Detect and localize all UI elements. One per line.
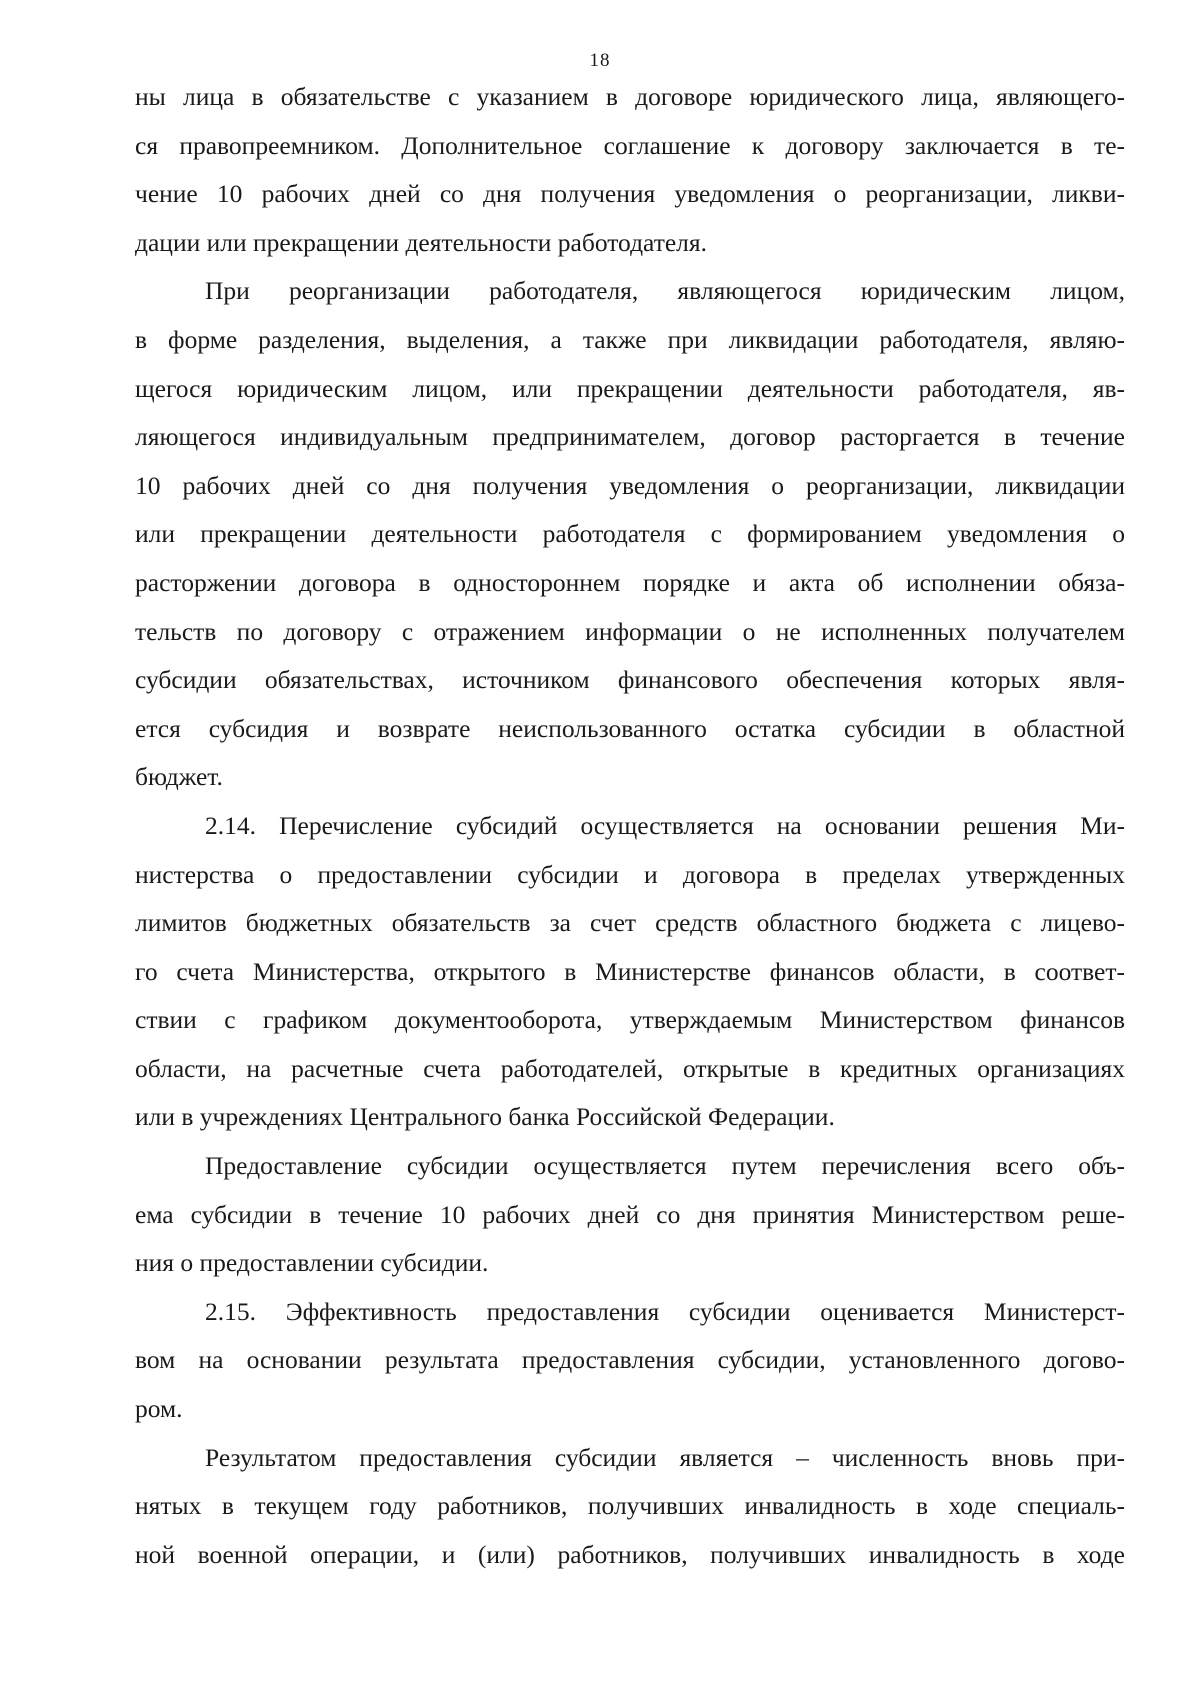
text-line: ляющегося индивидуальным предпринимателем, договор расторгается в течение	[135, 422, 1125, 452]
text-line: Результатом предоставления субсидии является – численность вновь при-	[205, 1442, 1125, 1472]
text-line: бюджет.	[135, 762, 223, 792]
text-line: или в учреждениях Центрального банка Российской Федерации.	[135, 1102, 835, 1132]
text-line: субсидии обязательствах, источником финансового обеспечения которых явля-	[135, 665, 1125, 695]
text-line: области, на расчетные счета работодателей, открытые в кредитных организациях	[135, 1053, 1125, 1083]
text-line: щегося юридическим лицом, или прекращении деятельности работодателя, яв-	[135, 373, 1125, 403]
text-line: 2.15. Эффективность предоставления субсидии оценивается Министерст-	[205, 1296, 1125, 1326]
text-line: расторжении договора в одностороннем порядке и акта об исполнении обяза-	[135, 567, 1125, 597]
text-line: При реорганизации работодателя, являющегося юридическим лицом,	[205, 276, 1125, 306]
text-line: нятых в текущем году работников, получивших инвалидность в ходе специаль-	[135, 1491, 1125, 1521]
text-line: ется субсидия и возврате неиспользованного остатка субсидии в областной	[135, 713, 1125, 743]
paragraph	[135, 267, 1125, 802]
text-line: дации или прекращении деятельности работодателя.	[135, 227, 707, 257]
text-line: чение 10 рабочих дней со дня получения уведомления о реорганизации, ликви-	[135, 179, 1125, 209]
text-line: в форме разделения, выделения, а также при ликвидации работодателя, являю-	[135, 324, 1125, 354]
text-line: ема субсидии в течение 10 рабочих дней со дня принятия Министерством реше-	[135, 1199, 1125, 1229]
text-line: лимитов бюджетных обязательств за счет средств областного бюджета с лицево-	[135, 908, 1125, 938]
paragraph	[135, 73, 1125, 267]
text-line: ром.	[135, 1394, 183, 1424]
text-line: ны лица в обязательстве с указанием в договоре юридического лица, являющего-	[135, 82, 1125, 111]
text-line: ствии с графиком документооборота, утверждаемым Министерством финансов	[135, 1005, 1125, 1035]
text-line: Предоставление субсидии осуществляется путем перечисления всего объ-	[205, 1151, 1125, 1181]
text-line: ния о предоставлении субсидии.	[135, 1248, 489, 1278]
document-body	[135, 73, 1125, 1579]
text-line: тельств по договору с отражением информации о не исполненных получателем	[135, 616, 1125, 646]
paragraph	[135, 1434, 1125, 1580]
paragraph	[135, 802, 1125, 1142]
text-line: 2.14. Перечисление субсидий осуществляется на основании решения Ми-	[205, 810, 1125, 840]
text-line: нистерства о предоставлении субсидии и договора в пределах утвержденных	[135, 859, 1125, 889]
page-number: 18	[589, 50, 611, 71]
text-line: ся правопреемником. Дополнительное соглашение к договору заключается в те-	[135, 130, 1125, 160]
text-line: 10 рабочих дней со дня получения уведомления о реорганизации, ликвидации	[135, 470, 1125, 500]
paragraph	[135, 1288, 1125, 1434]
text-line: вом на основании результата предоставления субсидии, установленного догово-	[135, 1345, 1125, 1375]
paragraph	[135, 1142, 1125, 1288]
text-line: ной военной операции, и (или) работников, получивших инвалидность в ходе	[135, 1539, 1125, 1569]
text-line: го счета Министерства, открытого в Министерстве финансов области, в соответ-	[135, 956, 1125, 986]
text-line: или прекращении деятельности работодателя с формированием уведомления о	[135, 519, 1125, 549]
